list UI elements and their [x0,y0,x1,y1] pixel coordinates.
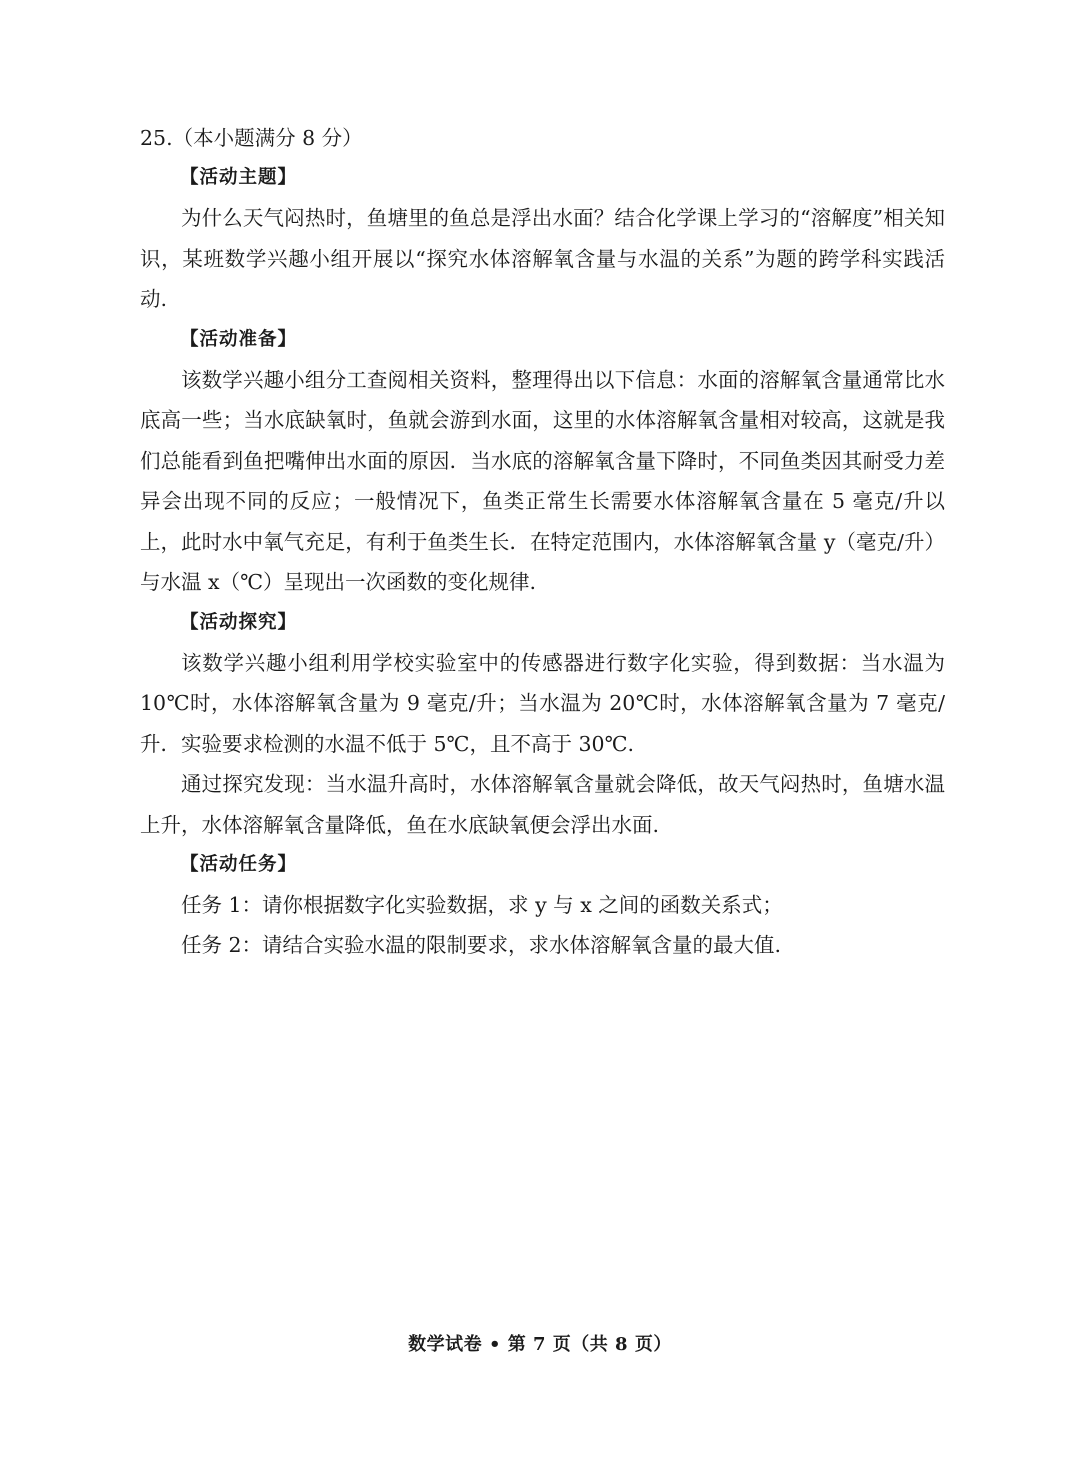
theme-paragraph: 为什么天气闷热时，鱼塘里的鱼总是浮出水面？结合化学课上学习的“溶解度”相关知识，某班数学兴趣小组开展以“探究水体溶解氧含量与水温的关系”为题的跨学科实践活动. [140,206,945,311]
section-title-preparation: 【活动准备】 [180,328,298,350]
question-25 [140,118,945,965]
preparation-paragraph: 该数学兴趣小组分工查阅相关资料，整理得出以下信息：水面的溶解氧含量通常比水底高一些；当水底缺氧时，鱼就会游到水面，这里的水体溶解氧含量相对较高，这就是我们总能看到鱼把嘴伸出水面的原因．当水底的溶解氧含量下降时，不同鱼类因其耐受力差异会出现不同的反应；一般情况下，鱼类正常生长需要水体溶解氧含量在 5 毫克/升以上，此时水中氧气充足，有利于鱼类生长．在特定范围内，水体溶解氧含量 y（毫克/升）与水温 x（℃）呈现出一次函数的变化规律. [140,367,945,594]
page-footer: 数学试卷 • 第 7 页（共 8 页） [408,1334,672,1355]
task-1: 任务 1：请你根据数字化实验数据，求 y 与 x 之间的函数关系式； [181,893,783,917]
section-title-exploration: 【活动探究】 [180,611,298,633]
section-title-theme: 【活动主题】 [180,167,298,188]
task-2: 任务 2：请结合实验水温的限制要求，求水体溶解氧含量的最大值. [181,933,782,957]
exploration-paragraph-2: 通过探究发现：当水温升高时，水体溶解氧含量就会降低，故天气闷热时，鱼塘水温上升，水体溶解氧含量降低，鱼在水底缺氧便会浮出水面. [140,772,945,837]
section-title-tasks: 【活动任务】 [180,854,298,875]
exploration-paragraph-1: 该数学兴趣小组利用学校实验室中的传感器进行数字化实验，得到数据：当水温为 10℃时，水体溶解氧含量为 9 毫克/升；当水温为 20℃时，水体溶解氧含量为 7 毫克/升．实验要求检测的水温不低于 5℃，且不高于 30℃. [140,650,945,756]
question-header: 25.（本小题满分 8 分） [140,126,363,150]
